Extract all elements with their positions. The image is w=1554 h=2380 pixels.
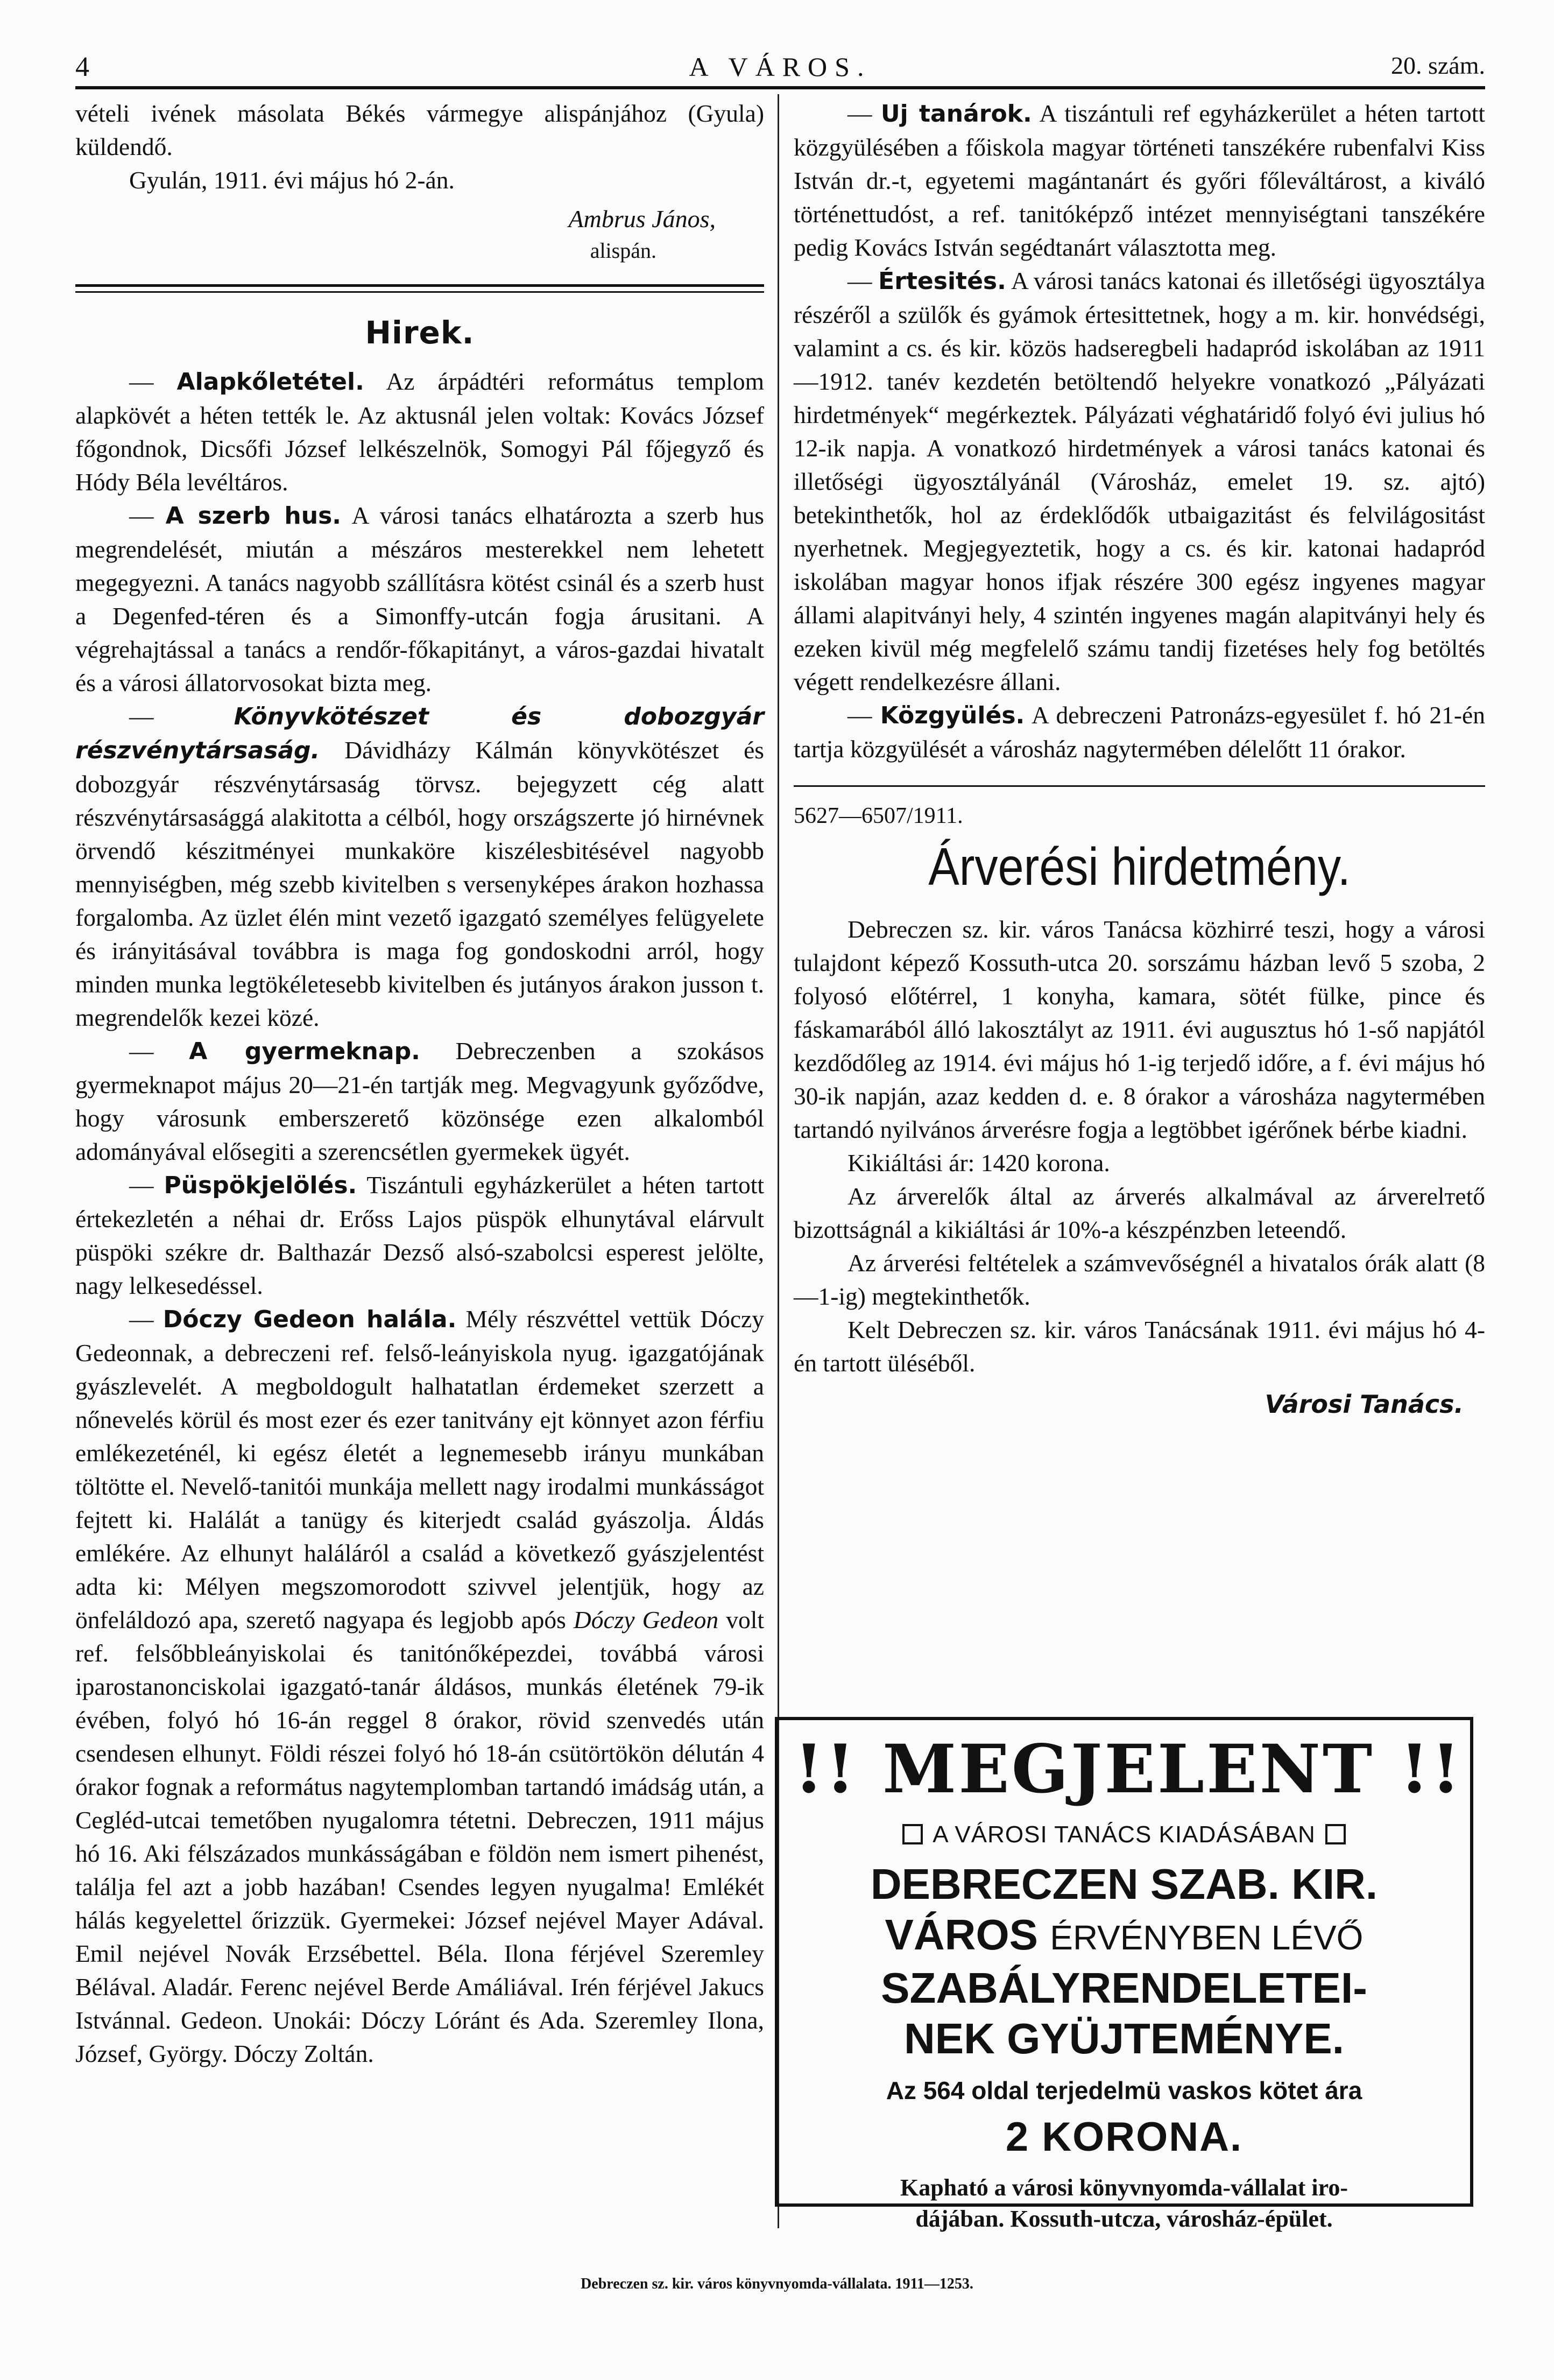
square-bullet-icon xyxy=(902,1824,923,1844)
advert-box xyxy=(775,1717,1473,2232)
advert-availability xyxy=(794,2172,1454,2235)
notice-reference: 5627—6507/1911. xyxy=(794,804,963,828)
signer-name: Ambrus János, xyxy=(568,205,716,233)
left-column xyxy=(75,97,764,2071)
news-keyword: Dóczy Gedeon halála. xyxy=(163,1306,457,1333)
news-item: — Uj tanárok. A tiszántuli ref egyházkerület a héten tartott közgyülésében a főiskola magyar történeti tanszékére rubenfalvi Kiss István dr.-t, egyetemi magántanárt és győri főleváltárost, a kiváló történettudóst, a ref. tanitóképző intézet mennyiségtani tanszékére pedig Kovács István segédtanárt választotta meg. xyxy=(794,100,1486,261)
notice-paragraph: Az árverelők által az árverés alkalmával az árverelтető bizottságnál a kikiáltási ár 10%-a készpénzben leteendő. xyxy=(794,1182,1485,1243)
news-item: — Közgyülés. A debreczeni Patronázs-egyesület f. hó 21-én tartja közgyülését a városház nagytermében délelőtt 11 órakor. xyxy=(794,701,1485,763)
square-bullet-icon xyxy=(1325,1824,1346,1844)
news-keyword: Alapkőletétel. xyxy=(176,368,364,396)
news-keyword: Uj tanárok. xyxy=(880,100,1032,128)
notice-paragraph: Az árverési feltételek a számvevőségnél a hivatalos órák alatt (8—1-ig) megtekinthetők. xyxy=(794,1249,1485,1310)
news-keyword: A gyermeknap. xyxy=(189,1038,420,1065)
deceased-name: Dóczy Gedeon xyxy=(573,1606,719,1633)
book-title-line: DEBRECZEN SZAB. KIR. xyxy=(870,1860,1378,1908)
news-keyword: Könyvkötészet és dobozgyár részvénytársaság. xyxy=(75,703,765,764)
news-keyword: Közgyülés. xyxy=(880,702,1025,729)
availability-line: dájában. Kossuth-utcza, városház-épület. xyxy=(915,2206,1333,2232)
advert-publisher-text: A VÁROSI TANÁCS KIADÁSÁBAN xyxy=(933,1821,1316,1848)
news-item: — A szerb hus. A városi tanács elhatározta a szerb hus megrendelését, miután a mészáros mesterekkel nem lehetett megegyezni. A tanács nagyobb szállításra kötést csinál és a szerb hust a Degenfed-téren és a Simonffy-utcán fogja árusitani. A végrehajtással a tanács a rendőr-főkapitányt, a város-gazdai hivatalt és a városi állatorvosokat bizta meg. xyxy=(75,502,765,696)
news-text: Az árpádtéri református templom alapkövét a héten tették le. Az aktusnál jelen voltak: Kovács József főgondnok, Dicsőfi József lelkészelnök, Somogyi Pál főjegyző és Hódy Béla levéltáros. xyxy=(75,368,764,496)
news-item: — Püspökjelölés. Tiszántuli egyházkerület a héten tartott értekezletén a néhai dr. Erőss Lajos püspök elhunytával elárvult püspöki székre dr. Balthazár Dezső alsó-szabolcsi esperest jelölte, nagy lelkesedéssel. xyxy=(75,1171,765,1299)
notice-paragraph: Kelt Debreczen sz. kir. város Tanácsának 1911. évi május hó 4-én tartott üléséből. xyxy=(794,1316,1485,1377)
opening-text: vételi ivének másolata Békés vármegye alispánjához (Gyula) küldendő. xyxy=(75,100,764,160)
news-text: Dávidházy Kálmán könyvkötészet és dobozgyár részvénytársaság törvsz. bejegyzett cég alatt részvénytársasággá alakitotta a célból, hogy országszerte jó hirnévnek örvendő készitményei munkaköre kiszélesbitésével nagyobb mennyiségben, még szebb kivitelben s versenyképes árakon hozhassa forgalomba. Az üzlet élén mint vezető igazgató személyes felügyelete és irányitásával továbbra is maga fog gondoskodni arról, hogy minden munka legtökéletesebb kivitelben és jutányos árakon jusson t. megrendelők kezei közé. xyxy=(75,736,765,1031)
book-title-line: NEK GYÜJTEMÉNYE. xyxy=(904,2015,1344,2062)
notice-title: Árverési hirdetmény. xyxy=(928,837,1351,896)
book-title-word: ÉRVÉNYBEN LÉVŐ xyxy=(1050,1918,1364,1957)
book-title-word: VÁROS xyxy=(885,1911,1039,1959)
advert-headline: !! MEGJELENT !! xyxy=(794,1730,1463,1808)
news-text: A debreczeni Patronázs-egyesület f. hó 21-én tartja közgyülését a városház nagytermében délelőtt 11 órakor. xyxy=(794,701,1485,763)
advert-price: 2 KORONA. xyxy=(1005,2114,1243,2160)
notice-paragraph: Kikiáltási ár: 1420 korona. xyxy=(847,1149,1110,1177)
news-text: A városi tanács katonai és illetőségi ügyosztálya részéről a szülők és gyámok értesittetnek, hogy a m. kir. honvédségi, valamint a cs. és kir. közös hadseregbeli hadapród iskolában az 1911—1912. tanév kezdetén betöltendő helyekre vonatkozó „Pályázati hirdetmények“ megérkeztek. Pályázati véghatáridő folyó évi julius hó 12-ik napja. A vonatkozó hirdetmények a városi tanács katonai és illetőségi ügyosztályánál (Városház, emelet 19. sz. ajtó) betekinthetők, hol az érdeklődők utbaigazitást és felvilágositást nyerhetnek. Megjegyeztetik, hogy a cs. és kir. katonai hadapród iskolában magyar honos ifjak részére 300 egész ingyenes magyar állami alapitványi hely, 4 szintén ingyenes magán alapitványi hely és ezeken kivül még megfelelő számu tandij fizetéses hely fog betöltés végett rendelkezésre állani. xyxy=(794,267,1485,695)
availability-line: Kapható a városi könyvnyomda-vállalat iro- xyxy=(900,2174,1348,2201)
advert-book-title xyxy=(794,1859,1454,2064)
notice-rule xyxy=(794,785,1485,787)
section-double-rule xyxy=(75,284,764,293)
book-title-line: SZABÁLYRENDELETEI- xyxy=(881,1964,1367,2012)
news-item: — Alapkőletétel. Az árpádtéri református templom alapkövét a héten tették le. Az aktusnál jelen voltak: Kovács József főgondnok, Dicsőfi József lelkészelnök, Somogyi Pál főjegyző és Hódy Béla levéltáros. xyxy=(75,368,764,496)
news-text: Tiszántuli egyházkerület a héten tartott értekezletén a néhai dr. Erőss Lajos püspök elhunytával elárvult püspöki székre dr. Balthazár Dezső alsó-szabolcsi esperest jelölte, nagy lelkesedéssel. xyxy=(75,1171,765,1299)
page-number: 4 xyxy=(75,52,89,82)
advert-volume: Az 564 oldal terjedelmü vaskos kötet ára xyxy=(886,2076,1362,2104)
news-item: — A gyermeknap. Debreczenben a szokásos gyermeknapot május 20—21-én tartják meg. Megvagyunk győződve, hogy városunk emberszerető közönsége ezen alkalomból adományával elősegiti a szerencsétlen gyermekek ügyét. xyxy=(75,1037,765,1165)
news-item: — Könyvkötészet és dobozgyár részvénytársaság. Dávidházy Kálmán könyvkötészet és dobozgyár részvénytársaság törvsz. bejegyzett cég alatt részvénytársasággá alakitotta a célból, hogy országszerte jó hirnévnek örvendő készitményei munkaköre kiszélesbitésével nagyobb mennyiségben, még szebb kivitelben s versenyképes árakon hozhassa forgalomba. Az üzlet élén mint vezető igazgató személyes felügyelete és irányitásával továbbra is maga fog gondoskodni arról, hogy minden munka legtökéletesebb kivitelben és jutányos árakon jusson t. megrendelők kezei közé. xyxy=(75,702,765,1031)
right-column xyxy=(794,97,1485,1419)
masthead-title: A VÁROS. xyxy=(689,52,872,82)
header-rule xyxy=(75,86,1485,89)
issue-number: 20. szám. xyxy=(1390,52,1485,79)
dateline: Gyulán, 1911. évi május hó 2-án. xyxy=(129,166,455,194)
news-text: Debreczenben a szokásos gyermeknapot május 20—21-én tartják meg. Megvagyunk győződve, hogy városunk emberszerető közönsége ezen alkalomból adományával elősegiti a szerencsétlen gyermekek ügyét. xyxy=(75,1037,765,1165)
notice-signature: Városi Tanács. xyxy=(1265,1390,1464,1419)
printer-imprint: Debreczen sz. kir. város könyvnyomda-vállalata. 1911—1253. xyxy=(581,2276,973,2292)
news-text: A városi tanács elhatározta a szerb hus megrendelését, miután a mészáros mesterekkel nem lehetett megegyezni. A tanács nagyobb szállításra kötést csinál és a szerb hust a Degenfed-téren és a Simonffy-utcán fogja árusitani. A végrehajtással a tanács a rendőr-főkapitányt, a város-gazdai hivatalt és a városi állatorvosokat bizta meg. xyxy=(75,502,765,696)
section-title: Hirek. xyxy=(365,314,475,351)
death-notice-text: volt ref. felsőbbleányiskolai és tanitónőképezdei, továbbá városi iparostanonciskolai igazgató-tanár áldásos, munkás életének 79-ik évében, folyó hó 16-án reggel 8 órakor, rövid szenvedés után csendesen elhunyt. Földi részei folyó hó 18-án csütörtökön délután 4 órakor fognak a református nagytemplomban tartandó imádság után, a Cegléd-utcai temetőben nyugalomra tétetni. Debreczen, 1911 május hó 16. Aki félszázados munkásságában e földön nem ismert pihenést, találja fel azt a jobb hazában! Csendes legyen nyugalma! Emlékét hálás kegyelettel őrizzük. Gyermekei: József nejével Mayer Adával. Emil nejével Novák Erzsébettel. Béla. Ilona férjével Szeremley Bélával. Aladár. Ferenc nejével Berde Amáliával. Irén férjével Jakucs Istvánnal. Gedeon. Unokái: Dóczy Lóránt és Ada. Szeremley Ilona, József, György. Dóczy Zoltán. xyxy=(75,1606,764,2067)
advert-publisher xyxy=(794,1821,1454,1848)
notice-paragraph: Debreczen sz. kir. város Tanácsa közhirré teszi, hogy a városi tulajdont képező Kossuth-utca 20. sorszámu házban levő 5 szoba, 2 folyosó előtérrel, 1 konyha, kamara, sötét fülke, pince és fáskamarából álló lakosztályt az 1911. évi augusztus hó 1-ső napjától kezdődőleg az 1914. évi május hó 1-ig terjedő időre, a f. évi május hó 30-ik napján, azaz kedden d. e. 8 órakor a városháza nagytermében tartandó nyilvános árverésre fogja a legtöbbet igérőnek bérbe kiadni. xyxy=(794,916,1485,1143)
news-item: — Értesités. A városi tanács katonai és illetőségi ügyosztálya részéről a szülők és gyámok értesittetnek, hogy a m. kir. honvédségi, valamint a cs. és kir. közös hadseregbeli hadapród iskolában az 1911—1912. tanév kezdetén betöltendő helyekre vonatkozó „Pályázati hirdetmények“ megérkeztek. Pályázati véghatáridő folyó évi julius hó 12-ik napja. A vonatkozó hirdetmények a városi tanács katonai és illetőségi ügyosztályánál (Városház, emelet 19. sz. ajtó) betekinthetők, hol az érdeklődők utbaigazitást és felvilágositást nyerhetnek. Megjegyeztetik, hogy a cs. és kir. katonai hadapród iskolában magyar honos ifjak részére 300 egész ingyenes magyar állami alapitványi hely, 4 szintén ingyenes magán alapitványi hely és ezeken kivül még megfelelő számu tandij fizetéses hely fog betöltés végett rendelkezésre állani. xyxy=(794,267,1485,695)
signer-title: alispán. xyxy=(590,238,656,263)
news-keyword: Értesités. xyxy=(878,267,1006,295)
book-title-line xyxy=(794,1910,1454,1963)
news-text: Mély részvéttel vettük Dóczy Gedeonnak, a debreczeni ref. felső-leányiskola nyug. igazgatójának gyászlevelét. A megboldogult halhatatlan érdemeket szerzett a nőnevelés körül és most ezer és ezer tanitvány ejt könnyet azon férfiu emlékezeténél, ki egész életét a legnemesebb irányu munkában töltötte el. Nevelő-tanitói munkája mellett nagy irodalmi munkásságot fejtett ki. Halálát a tanügy és kiterjedt család gyászolja. Áldás emlékére. Az elhunyt haláláról a család a következő gyászjelentést adta ki: Mélyen megszomorodott szivvel jelentjük, hogy az önfeláldozó apa, szerető nagyapa és legjobb após xyxy=(75,1305,764,1633)
news-keyword: A szerb hus. xyxy=(165,502,341,530)
news-item: — Dóczy Gedeon halála. Mély részvéttel vettük Dóczy Gedeonnak, a debreczeni ref. felső-leányiskola nyug. igazgatójának gyászlevelét. A megboldogult halhatatlan érdemeket szerzett a nőnevelés körül és most ezer és ezer tanitvány ejt könnyet azon férfiu emlékezeténél, ki egész életét a legnemesebb irányu munkában töltötte el. Nevelő-tanitói munkája mellett nagy irodalmi munkásságot fejtett ki. Halálát a tanügy és kiterjedt család gyászolja. Áldás emlékére. Az elhunyt haláláról a család a következő gyászjelentést adta ki: Mélyen megszomorodott szivvel jelentjük, hogy az önfeláldozó apa, szerető nagyapa és legjobb após Dóczy Gedeon volt ref. felsőbbleányiskolai és tanitónőképezdei, továbbá városi iparostanonciskolai igazgató-tanár áldásos, munkás életének 79-ik évében, folyó hó 16-án reggel 8 órakor, rövid szenvedés után csendesen elhunyt. Földi részei folyó hó 18-án csütörtökön délután 4 órakor fognak a református nagytemplomban tartandó imádság után, a Cegléd-utcai temetőben nyugalomra tétetni. Debreczen, 1911 május hó 16. Aki félszázados munkásságában e földön nem ismert pihenést, találja fel azt a jobb hazában! Csendes legyen nyugalma! Emlékét hálás kegyelettel őrizzük. Gyermekei: József nejével Mayer Adával. Emil nejével Novák Erzsébettel. Béla. Ilona férjével Szeremley Bélával. Aladár. Ferenc nejével Berde Amáliával. Irén férjével Jakucs Istvánnal. Gedeon. Unokái: Dóczy Lóránt és Ada. Szeremley Ilona, József, György. Dóczy Zoltán. xyxy=(75,1305,764,2067)
news-text: A tiszántuli ref egyházkerület a héten tartott közgyülésében a főiskola magyar történeti tanszékére rubenfalvi Kiss István dr.-t, egyetemi magántanárt és győri főleváltárost, a kiváló történettudóst, a ref. tanitóképző intézet mennyiségtani tanszékére pedig Kovács István segédtanárt választotta meg. xyxy=(794,100,1486,261)
news-keyword: Püspökjelölés. xyxy=(164,1172,357,1199)
